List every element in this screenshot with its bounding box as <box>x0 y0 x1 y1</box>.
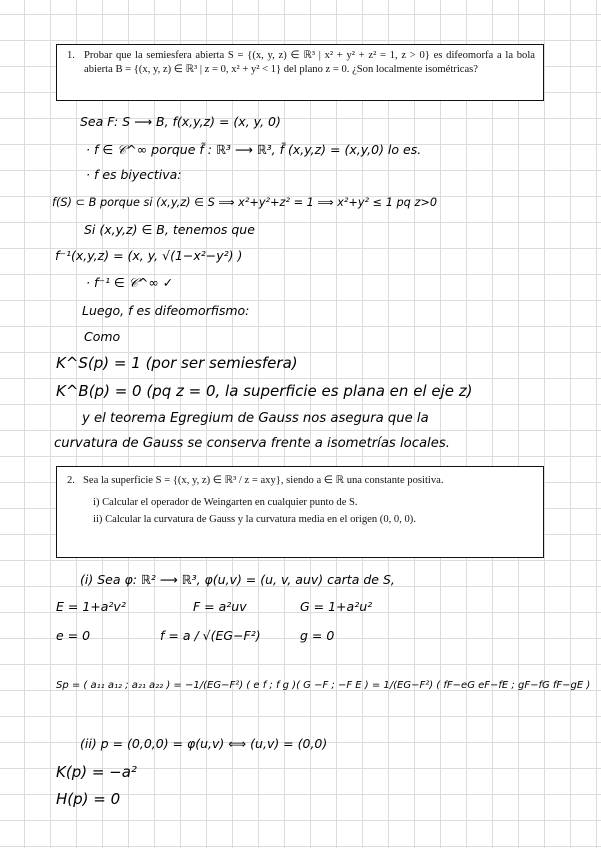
sol2-f: f = a / √(EG−F²) <box>160 628 261 643</box>
sol1-line-9: Como <box>84 329 121 344</box>
problem-1-statement: Probar que la semiesfera abierta S = {(x, y, z) ∈ ℝ³ | x² + y² + z² = 1, z > 0} es difeomorfa a la bola abierta B = {(x, y, z) ∈ ℝ³ | z = 0, x² + y² < 1} del plano z = 0. ¿Son localmente isométricas? <box>84 50 535 75</box>
sol2-H: H(p) = 0 <box>56 790 121 808</box>
problem-1-number: 1. <box>67 50 75 61</box>
sol2-E: E = 1+a²v² <box>56 599 126 614</box>
sol1-line-2: · f ∈ 𝒞^∞ porque f̃ : ℝ³ ⟶ ℝ³, f̃ (x,y,z) = (x,y,0) lo es. <box>86 142 422 157</box>
problem-2-box <box>56 466 544 558</box>
sol2-line-1: (i) Sea φ: ℝ² ⟶ ℝ³, φ(u,v) = (u, v, auv) carta de S, <box>80 572 395 587</box>
sol1-line-13: curvatura de Gauss se conserva frente a isometrías locales. <box>54 436 450 451</box>
sol2-K: K(p) = −a² <box>56 763 137 781</box>
problem-2-statement: Sea la superficie S = {(x, y, z) ∈ ℝ³ / z = axy}, siendo a ∈ ℝ una constante positiva. <box>83 475 444 486</box>
sol1-line-6: f⁻¹(x,y,z) = (x, y, √(1−x²−y²) ) <box>55 248 243 263</box>
sol2-g: g = 0 <box>300 628 335 643</box>
problem-2-item-ii: ii) Calcular la curvatura de Gauss y la curvatura media en el origen (0, 0, 0). <box>93 514 416 525</box>
sol1-line-7: · f⁻¹ ∈ 𝒞^∞ ✓ <box>86 275 174 290</box>
sol1-line-3: · f es biyectiva: <box>86 167 182 182</box>
sol2-ii: (ii) p = (0,0,0) = φ(u,v) ⟺ (u,v) = (0,0) <box>80 736 328 751</box>
sol1-line-8: Luego, f es difeomorfismo: <box>82 303 250 318</box>
sol1-line-4: f(S) ⊂ B porque si (x,y,z) ∈ S ⟹ x²+y²+z² = 1 ⟹ x²+y² ≤ 1 pq z>0 <box>52 196 438 209</box>
sol2-F: F = a²uv <box>193 599 247 614</box>
sol1-line-1: Sea F: S ⟶ B, f(x,y,z) = (x, y, 0) <box>80 114 281 129</box>
sol2-G: G = 1+a²u² <box>300 599 373 614</box>
sol2-e: e = 0 <box>56 628 91 643</box>
problem-1-box <box>56 44 544 101</box>
sol1-line-10: K^S(p) = 1 (por ser semiesfera) <box>56 354 298 372</box>
sol1-line-11: K^B(p) = 0 (pq z = 0, la superficie es plana en el eje z) <box>56 382 473 400</box>
sol2-weingarten: Sp = ( a₁₁ a₁₂ ; a₂₁ a₂₂ ) = −1/(EG−F²) ( e f ; f g )( G −F ; −F E ) = 1/(EG−F²) ( fF−eG eF−fE ; gF−fG fF−gE ) <box>56 680 591 691</box>
sol1-line-5: Si (x,y,z) ∈ B, tenemos que <box>84 222 255 237</box>
sol1-line-12: y el teorema Egregium de Gauss nos asegura que la <box>82 411 429 426</box>
problem-2-number: 2. <box>67 475 75 486</box>
problem-2-item-i: i) Calcular el operador de Weingarten en cualquier punto de S. <box>93 497 358 508</box>
